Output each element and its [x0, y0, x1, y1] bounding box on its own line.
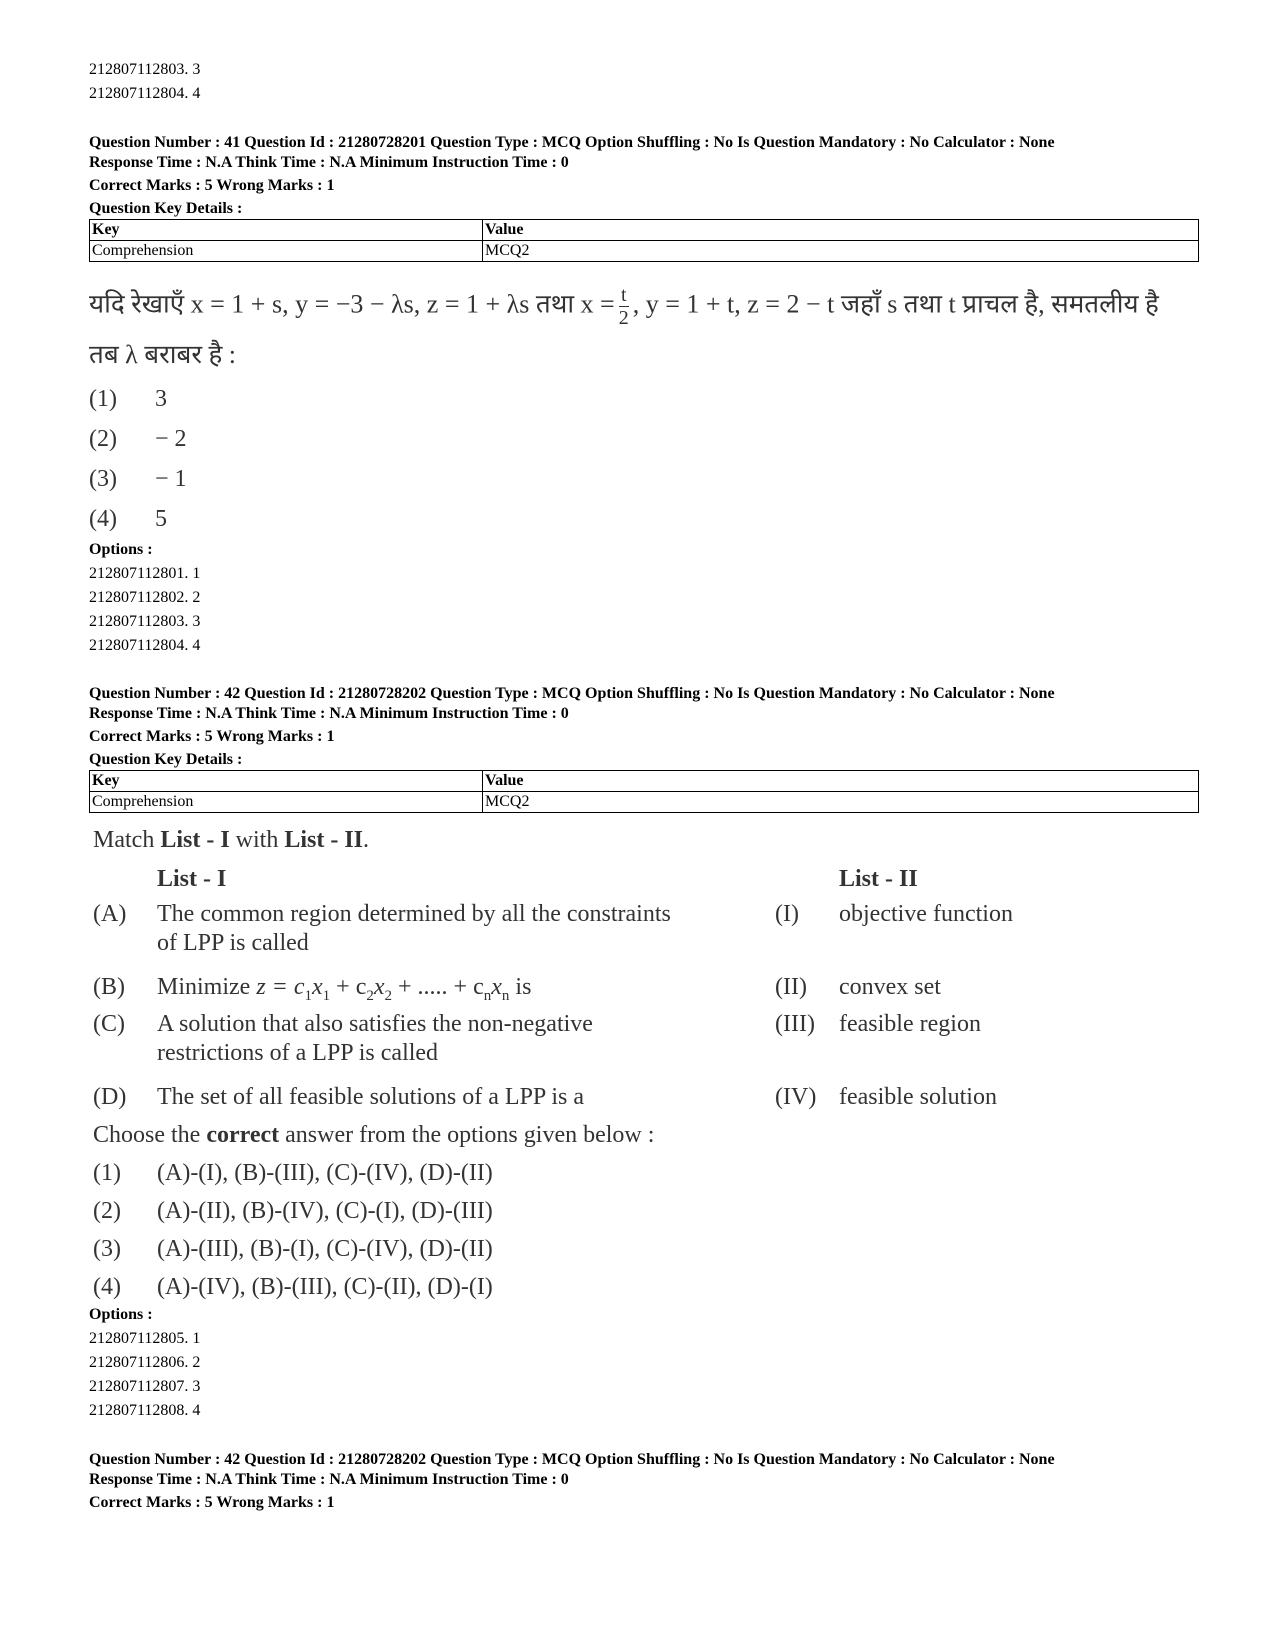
key-cell: Comprehension	[90, 792, 483, 813]
question-timing: Response Time : N.A Think Time : N.A Minimum Instruction Time : 0	[89, 154, 569, 171]
choice-item: (4) 5	[89, 506, 167, 532]
key-details-label: Question Key Details :	[89, 751, 243, 768]
match-row-b: (B) Minimize $z = c_1x_1 + c_2x_2$ + ..... + $c_nx_n$ is (II) convex set	[93, 968, 1203, 1006]
list2-header: List - II	[839, 866, 918, 892]
formula: Minimize $z = c_1x_1 + c_2x_2$ + ..... + $c_nx_n$ is	[157, 974, 532, 1004]
question-timing: Response Time : N.A Think Time : N.A Minimum Instruction Time : 0	[89, 1471, 569, 1488]
option-line: 212807112801. 1	[89, 565, 201, 582]
option-line: 212807112805. 1	[89, 1330, 201, 1347]
value-cell: MCQ2	[483, 792, 1199, 813]
match-row-d: (D) The set of all feasible solutions of a LPP is a (IV) feasible solution	[93, 1084, 997, 1110]
match-question	[93, 822, 1203, 1306]
option-line: 212807112808. 4	[89, 1402, 201, 1419]
options-41	[89, 538, 200, 658]
answer-item: (3) (A)-(III), (B)-(I), (C)-(IV), (D)-(II)	[93, 1236, 493, 1262]
match-row-c: (C) A solution that also satisfies the non-negative restrictions of a LPP is called (III) feasible region	[93, 1011, 981, 1066]
choice-item: (1) 3	[89, 386, 167, 412]
question-41	[89, 133, 1199, 262]
key-table	[89, 770, 1199, 813]
match-row-a: (A) The common region determined by all the constraints of LPP is called (I) objective function	[93, 901, 1013, 956]
option-line: 212807112804. 4	[89, 637, 201, 654]
options-label: Options :	[89, 1306, 153, 1323]
answer-item: (4) (A)-(IV), (B)-(III), (C)-(II), (D)-(I)	[93, 1274, 493, 1300]
answer-item: (2) (A)-(II), (B)-(IV), (C)-(I), (D)-(III)	[93, 1198, 493, 1224]
choice-item: (2) − 2	[89, 426, 187, 452]
question-text-line2: तब λ बराबर है :	[89, 340, 236, 369]
options-42	[89, 1303, 200, 1423]
choice-item: (3) − 1	[89, 466, 187, 492]
match-intro: Match List - I with List - II.	[93, 827, 370, 853]
question-meta: Question Number : 41 Question Id : 21280728201 Question Type : MCQ Option Shuffling : No Is Question Mandatory : No Calculator : None	[89, 134, 1055, 151]
list1-header: List - I	[157, 866, 227, 892]
key-details-label: Question Key Details :	[89, 200, 243, 217]
fraction: $\frac{t}{2}$	[618, 284, 629, 329]
list-headers	[93, 860, 1203, 898]
choice-list	[89, 379, 1199, 539]
answer-item: (1) (A)-(I), (B)-(III), (C)-(IV), (D)-(II)	[93, 1160, 493, 1186]
key-table	[89, 219, 1199, 262]
option-line: 212807112803. 3	[89, 613, 201, 630]
question-marks: Correct Marks : 5 Wrong Marks : 1	[89, 728, 335, 745]
option-line: 212807112804. 4	[89, 85, 201, 102]
question-42	[89, 684, 1199, 813]
option-line: 212807112806. 2	[89, 1354, 201, 1371]
option-line: 212807112802. 2	[89, 589, 201, 606]
choose-instruction: Choose the correct answer from the options given below :	[93, 1122, 655, 1148]
question-meta: Question Number : 42 Question Id : 21280728202 Question Type : MCQ Option Shuffling : No Is Question Mandatory : No Calculator : None	[89, 1451, 1055, 1468]
key-cell: Comprehension	[90, 241, 483, 262]
question-marks: Correct Marks : 5 Wrong Marks : 1	[89, 1494, 335, 1511]
option-line: 212807112803. 3	[89, 61, 201, 78]
question-text: यदि रेखाएँ x = 1 + s, y = −3 − λs, z = 1 + λs तथा x = $\frac{t}{2}$ , y = 1 + t, z = 2 − t जहाँ s तथा t प्राचल है, समतलीय है	[89, 284, 1159, 329]
question-meta: Question Number : 42 Question Id : 21280728202 Question Type : MCQ Option Shuffling : No Is Question Mandatory : No Calculator : None	[89, 685, 1055, 702]
value-cell: MCQ2	[483, 241, 1199, 262]
option-line: 212807112807. 3	[89, 1378, 201, 1395]
value-header: Value	[483, 771, 1199, 792]
question-timing: Response Time : N.A Think Time : N.A Minimum Instruction Time : 0	[89, 705, 569, 722]
question-41-body	[89, 284, 1199, 539]
key-header: Key	[90, 220, 483, 241]
value-header: Value	[483, 220, 1199, 241]
question-marks: Correct Marks : 5 Wrong Marks : 1	[89, 177, 335, 194]
question-42-repeat	[89, 1450, 1199, 1513]
prev-options	[89, 58, 200, 106]
key-header: Key	[90, 771, 483, 792]
options-label: Options :	[89, 541, 153, 558]
